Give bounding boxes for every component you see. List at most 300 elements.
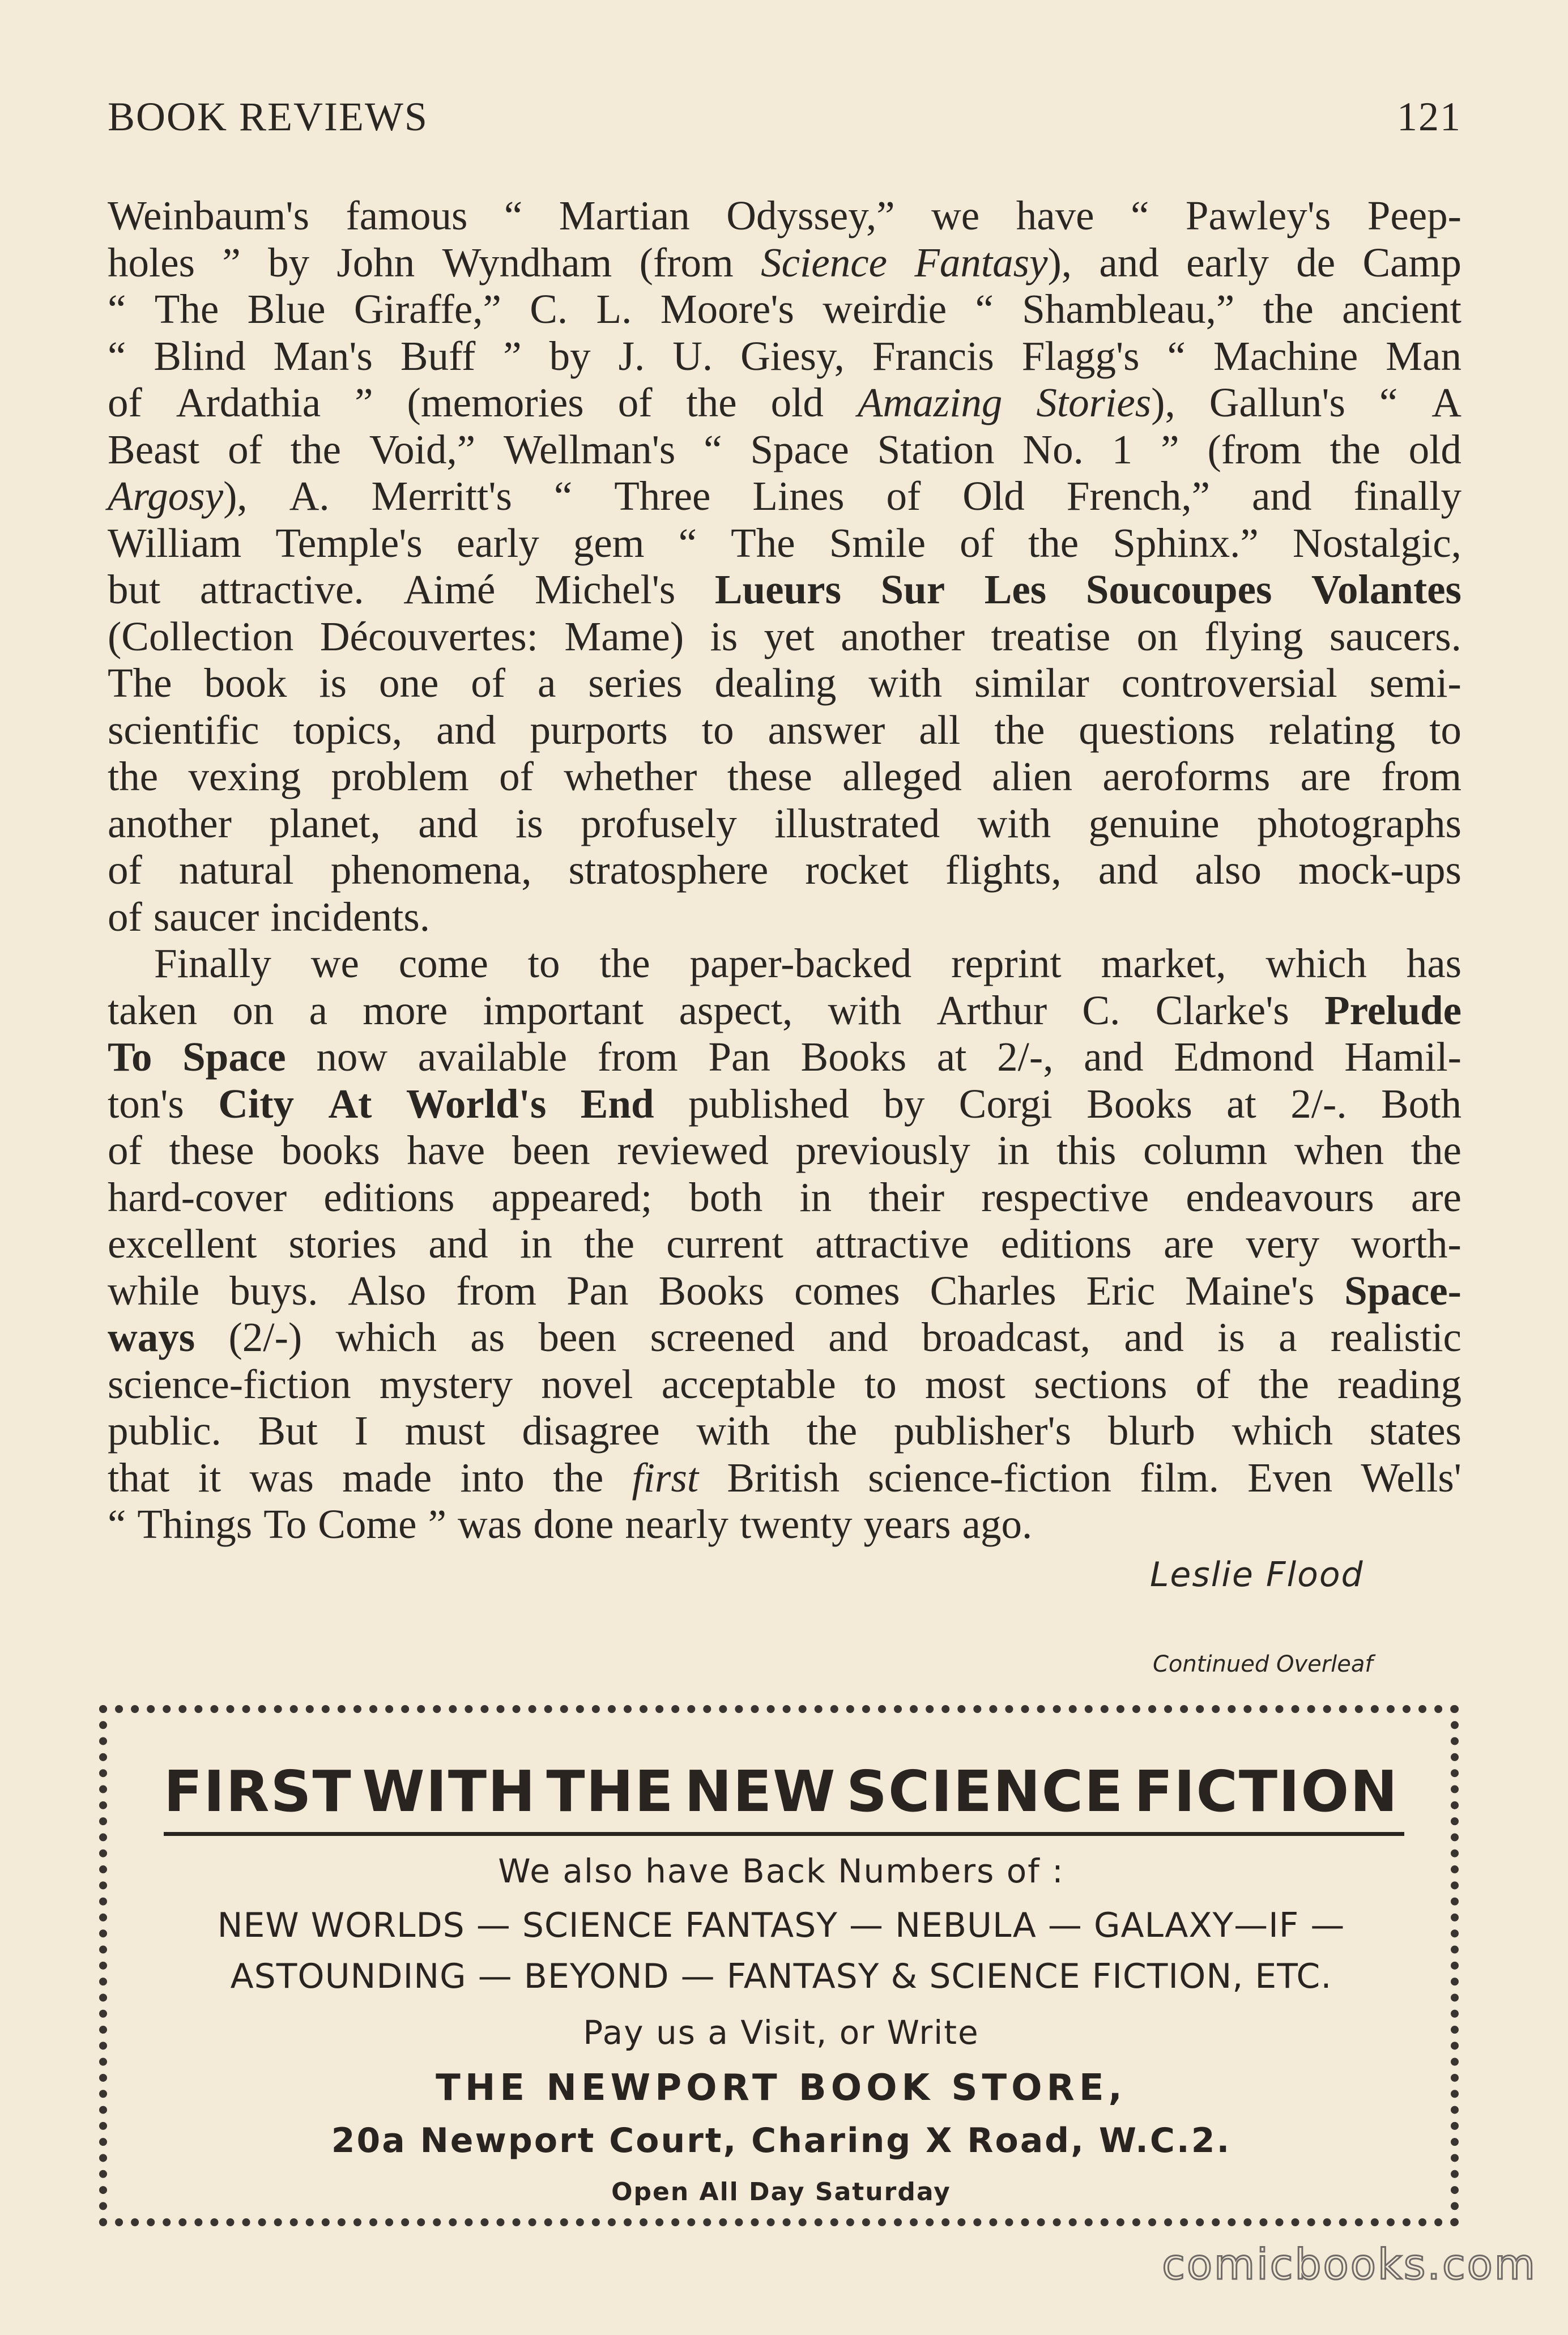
word: reviewed <box>617 1127 769 1173</box>
text-line <box>108 566 1462 613</box>
advert-visit: Pay us a Visit, or Write <box>583 2013 979 2052</box>
word: appeared; <box>491 1174 653 1220</box>
word: this <box>1056 1127 1117 1173</box>
word: the <box>1330 426 1380 472</box>
word: “ <box>704 426 722 472</box>
site-watermark: comicbooks.com <box>1162 2240 1537 2289</box>
word: Découvertes: <box>319 613 538 659</box>
word: all <box>919 706 961 753</box>
word: books <box>281 1127 380 1173</box>
word: is <box>515 800 543 846</box>
word: (Collection <box>108 613 294 659</box>
word: have <box>407 1127 485 1173</box>
text-line <box>108 753 1462 800</box>
word: semi- <box>1369 660 1462 706</box>
word: de <box>1296 239 1336 286</box>
word: of <box>108 847 142 893</box>
word: Ardathia <box>176 380 321 425</box>
word: ” <box>1161 426 1179 472</box>
word: Nostalgic, <box>1292 519 1462 566</box>
word: from <box>1381 753 1462 799</box>
word: and <box>436 706 496 753</box>
word: “ <box>108 286 126 332</box>
word: topics, <box>293 706 403 753</box>
word: dealing <box>714 660 837 706</box>
word: C. <box>1082 987 1120 1033</box>
word: ” <box>222 239 241 286</box>
word: Old <box>962 473 1025 519</box>
word: aeroforms <box>1102 753 1271 799</box>
word: the <box>1258 1361 1309 1407</box>
text-line <box>108 1034 1462 1081</box>
word: of <box>108 1127 142 1173</box>
text-line <box>108 333 1462 380</box>
word: on <box>1136 613 1178 659</box>
word: Things <box>137 1501 253 1547</box>
headline-rule <box>164 1832 1404 1836</box>
word: ago. <box>962 1501 1033 1547</box>
word: editions <box>323 1174 455 1220</box>
word: Clarke's <box>1155 987 1289 1033</box>
word: A. <box>289 473 330 519</box>
review-text <box>108 193 1462 1548</box>
word: Arthur <box>936 987 1047 1033</box>
word: the <box>806 1408 858 1454</box>
word: yet <box>764 613 815 659</box>
word: the <box>994 706 1045 753</box>
word: Merritt's <box>371 473 512 519</box>
text-line <box>108 1408 1462 1455</box>
word: similar <box>974 660 1089 706</box>
word: their <box>868 1174 945 1220</box>
text-line <box>108 520 1462 567</box>
word: twenty <box>739 1501 853 1547</box>
word: Books <box>658 1267 765 1314</box>
text-line <box>108 1081 1462 1128</box>
word: the <box>108 753 159 799</box>
word: when <box>1294 1127 1384 1173</box>
word: 2/-. <box>1290 1080 1347 1127</box>
word: of <box>960 519 994 566</box>
word: U. <box>672 333 713 379</box>
word: Pan <box>708 1034 770 1080</box>
word: by <box>883 1080 925 1127</box>
word: editions <box>1000 1221 1132 1267</box>
continued-note: Continued Overleaf <box>1153 1651 1373 1677</box>
word: been <box>538 1314 617 1360</box>
word: ” <box>428 1501 446 1547</box>
word: flights, <box>945 847 1062 893</box>
word: I <box>354 1408 368 1454</box>
advert-titles-line-2: ASTOUNDING — BEYOND — FANTASY & SCIENCE FICTION, ETC. <box>230 1957 1332 1996</box>
word: finally <box>1353 473 1462 519</box>
word: excellent <box>108 1221 257 1267</box>
headline-word: WITH <box>362 1758 536 1825</box>
word: questions <box>1079 706 1235 753</box>
word: years <box>863 1501 951 1547</box>
word: and <box>1252 473 1312 519</box>
word: the <box>1028 519 1079 566</box>
word: saucer <box>153 893 259 940</box>
word: Smile <box>829 519 926 566</box>
word: weirdie <box>823 286 947 332</box>
word: Wells' <box>1361 1454 1462 1501</box>
word: available <box>417 1034 568 1080</box>
word: whether <box>564 753 697 799</box>
word: gem <box>573 519 645 566</box>
advert-headline <box>164 1758 1399 1825</box>
word: alien <box>992 753 1073 799</box>
word: Moore's <box>660 286 794 332</box>
word: science-fiction <box>868 1454 1111 1501</box>
word: are <box>1411 1174 1462 1220</box>
word: purports <box>530 706 668 753</box>
word: “ <box>1130 193 1149 238</box>
word: the <box>583 1221 635 1267</box>
word: L. <box>596 286 632 332</box>
word: film. <box>1140 1454 1219 1501</box>
word: William <box>108 519 242 566</box>
word: French,” <box>1066 473 1211 519</box>
word: very <box>1246 1221 1320 1267</box>
word: Peep- <box>1367 193 1462 238</box>
word: column <box>1143 1127 1268 1173</box>
word: natural <box>178 847 294 893</box>
word: Void,” <box>369 426 476 472</box>
advert-hours: Open All Day Saturday <box>611 2178 951 2206</box>
word: World's <box>406 1080 547 1127</box>
word: done <box>533 1501 614 1547</box>
word: Weinbaum's <box>108 193 309 238</box>
word: rocket <box>805 847 909 893</box>
text-line <box>108 380 1462 427</box>
word: one <box>378 660 439 706</box>
word: alleged <box>842 753 962 799</box>
word: ” <box>503 333 522 379</box>
text-line <box>108 894 1462 941</box>
word: To <box>263 1501 307 1547</box>
word: old <box>770 380 824 425</box>
word: of <box>228 426 262 472</box>
word: incidents. <box>270 893 431 940</box>
word: C. <box>530 286 568 332</box>
author-signature: Leslie Flood <box>1150 1555 1364 1595</box>
word: Edmond <box>1174 1034 1314 1080</box>
word: both <box>689 1174 763 1220</box>
word: worth- <box>1351 1221 1462 1267</box>
word: is <box>319 660 347 706</box>
word: Charles <box>930 1267 1056 1314</box>
word: (from <box>639 239 734 286</box>
word: into <box>460 1454 525 1501</box>
word: is <box>1217 1314 1245 1360</box>
word: Hamil- <box>1344 1034 1462 1080</box>
word: current <box>666 1221 783 1267</box>
word: Pawley's <box>1185 193 1331 238</box>
word: Finally <box>154 940 271 986</box>
word: broadcast, <box>922 1314 1090 1360</box>
text-line <box>108 1455 1462 1502</box>
word: Giesy, <box>740 333 845 379</box>
word: made <box>342 1454 432 1501</box>
word: while <box>108 1267 200 1314</box>
word: as <box>470 1314 505 1360</box>
word: treatise <box>991 613 1111 659</box>
word: from <box>456 1267 537 1314</box>
text-line <box>108 987 1462 1034</box>
word: attractive. <box>199 566 364 612</box>
word: Flagg's <box>1021 333 1140 379</box>
word: by <box>268 239 310 286</box>
word: John <box>336 239 415 286</box>
headline-word: FIRST <box>164 1758 352 1825</box>
word: to <box>1429 706 1462 753</box>
word: a <box>538 660 556 706</box>
word: flying <box>1204 613 1303 659</box>
word: Temple's <box>275 519 423 566</box>
word: ” <box>355 380 373 425</box>
word: photographs <box>1257 800 1462 846</box>
word: Even <box>1247 1454 1333 1501</box>
word: illustrated <box>774 800 940 846</box>
word: controversial <box>1121 660 1337 706</box>
word: J. <box>618 333 645 379</box>
word: also <box>1195 847 1262 893</box>
word: market, <box>1101 940 1226 986</box>
word: the <box>1411 1127 1462 1173</box>
headline-word: THE <box>546 1758 675 1825</box>
word: “ <box>1379 380 1398 425</box>
word: mock-ups <box>1298 847 1462 893</box>
headline-word: SCIENCE <box>846 1758 1124 1825</box>
word: disagree <box>522 1408 660 1454</box>
text-line <box>108 660 1462 707</box>
word: Sur <box>880 566 945 612</box>
word: Volantes <box>1311 566 1462 612</box>
word: City <box>218 1080 295 1127</box>
word: The <box>108 660 172 706</box>
word: in <box>997 1127 1030 1173</box>
word: Blue <box>247 286 326 332</box>
word: published <box>688 1080 849 1127</box>
word: Gallun's <box>1209 380 1345 425</box>
word: of <box>617 380 653 425</box>
word: which <box>1232 1408 1333 1454</box>
word: which <box>335 1314 437 1360</box>
word: Books <box>1086 1080 1192 1127</box>
word: Station <box>877 426 995 472</box>
word: on <box>232 987 274 1033</box>
word: Space <box>182 1034 286 1080</box>
text-line <box>108 1501 1462 1548</box>
word: British <box>727 1454 840 1501</box>
word: comes <box>794 1267 900 1314</box>
word: To <box>108 1034 152 1080</box>
word: “ <box>108 1501 126 1547</box>
word: we <box>931 193 980 238</box>
word: of <box>1195 1361 1230 1407</box>
word: Odyssey,” <box>726 193 895 238</box>
word: has <box>1406 940 1462 986</box>
word: Space <box>750 426 849 472</box>
word: “ <box>108 333 126 379</box>
word: phenomena, <box>330 847 532 893</box>
word: have <box>1016 193 1094 238</box>
text-line <box>108 286 1462 333</box>
word: early <box>456 519 539 566</box>
word: with <box>977 800 1051 846</box>
word: more <box>363 987 448 1033</box>
word: from <box>597 1034 678 1080</box>
text-line <box>108 1221 1462 1268</box>
word: a <box>1279 1314 1297 1360</box>
word: But <box>258 1408 318 1454</box>
word: of <box>108 380 142 425</box>
word: 2/-, <box>997 1034 1054 1080</box>
headline-word: FICTION <box>1134 1758 1399 1825</box>
word: Stories), <box>1036 380 1175 425</box>
text-line <box>108 427 1462 474</box>
word: relating <box>1269 706 1396 753</box>
word: of <box>499 753 534 799</box>
word: at <box>936 1034 967 1080</box>
word: are <box>1300 753 1351 799</box>
word: Fantasy), <box>914 239 1072 286</box>
word: Camp <box>1362 239 1462 286</box>
word: and <box>828 1314 888 1360</box>
word: is <box>710 613 738 659</box>
word: ton's <box>108 1080 184 1127</box>
word: Three <box>614 473 711 519</box>
text-line <box>108 1174 1462 1221</box>
word: profusely <box>581 800 737 846</box>
word: holes <box>108 239 195 286</box>
word: early <box>1186 239 1269 286</box>
word: stratosphere <box>568 847 769 893</box>
word: Space- <box>1344 1267 1462 1314</box>
word: states <box>1369 1408 1462 1454</box>
page-number: 121 <box>1397 94 1462 139</box>
word: and <box>1124 1314 1184 1360</box>
word: first <box>632 1454 699 1501</box>
advert-titles-line-1: NEW WORLDS — SCIENCE FANTASY — NEBULA — GALAXY—IF — <box>217 1906 1345 1945</box>
word: nearly <box>625 1501 728 1547</box>
word: with <box>828 987 902 1033</box>
word: aspect, <box>679 987 793 1033</box>
word: are <box>1164 1221 1215 1267</box>
word: science-fiction <box>108 1361 351 1407</box>
word: Eric <box>1086 1267 1156 1314</box>
word: another <box>841 613 965 659</box>
word: previously <box>795 1127 970 1173</box>
word: Michel's <box>534 566 676 612</box>
headline-word: NEW <box>684 1758 837 1825</box>
word: the <box>290 426 341 472</box>
word: Science <box>761 239 888 286</box>
word: with <box>868 660 943 706</box>
word: taken <box>108 987 198 1033</box>
word: paper-backed <box>689 940 912 986</box>
word: Lines <box>752 473 845 519</box>
word: and <box>1098 847 1158 893</box>
text-line <box>108 1127 1462 1174</box>
word: was <box>249 1454 314 1501</box>
word: acceptable <box>661 1361 836 1407</box>
advert-back-numbers: We also have Back Numbers of : <box>498 1852 1064 1890</box>
word: planet, <box>269 800 381 846</box>
word: The <box>154 286 219 332</box>
word: publisher's <box>893 1408 1072 1454</box>
word: series <box>588 660 683 706</box>
word: of <box>108 893 142 940</box>
word: most <box>924 1361 1005 1407</box>
word: scientific <box>108 706 259 753</box>
word: attractive <box>815 1221 969 1267</box>
word: (memories <box>407 380 584 425</box>
text-line <box>108 707 1462 754</box>
word: genuine <box>1088 800 1220 846</box>
word: must <box>404 1408 485 1454</box>
word: by <box>549 333 591 379</box>
word: reprint <box>951 940 1062 986</box>
word: stories <box>288 1221 397 1267</box>
word: respective <box>981 1174 1149 1220</box>
word: these <box>727 753 812 799</box>
word: “ <box>1167 333 1186 379</box>
word: reading <box>1337 1361 1462 1407</box>
word: buys. <box>229 1267 318 1314</box>
section-title: BOOK REVIEWS <box>108 94 428 139</box>
word: screened <box>650 1314 795 1360</box>
word: mystery <box>379 1361 513 1407</box>
word: Amazing <box>857 380 1003 425</box>
word: to <box>864 1361 897 1407</box>
word: in <box>799 1174 832 1220</box>
word: another <box>108 800 232 846</box>
word: Come <box>318 1501 417 1547</box>
word: The <box>731 519 795 566</box>
paragraph-2 <box>108 940 1462 1548</box>
word: Soucoupes <box>1085 566 1272 612</box>
word: at <box>1226 1080 1256 1127</box>
word: Giraffe,” <box>353 286 501 332</box>
advert-address: 20a Newport Court, Charing X Road, W.C.2. <box>331 2121 1232 2161</box>
word: A <box>1431 380 1462 425</box>
word: we <box>310 940 359 986</box>
word: Man's <box>273 333 373 379</box>
word: of <box>471 660 506 706</box>
word: a <box>309 987 327 1033</box>
word: in <box>519 1221 552 1267</box>
word: with <box>696 1408 770 1454</box>
word: that <box>108 1454 170 1501</box>
bookstore-advert <box>99 1705 1459 2226</box>
word: but <box>108 566 161 612</box>
word: been <box>512 1127 590 1173</box>
text-line <box>108 1314 1462 1361</box>
word: Buff <box>400 333 476 379</box>
word: vexing <box>188 753 301 799</box>
word: (2/-) <box>228 1314 302 1360</box>
page-header <box>108 93 1462 140</box>
word: Corgi <box>958 1080 1053 1127</box>
word: now <box>316 1034 388 1080</box>
word: Wyndham <box>442 239 612 286</box>
text-line <box>108 800 1462 847</box>
word: answer <box>768 706 885 753</box>
word: Les <box>984 566 1047 612</box>
word: Wellman's <box>504 426 676 472</box>
